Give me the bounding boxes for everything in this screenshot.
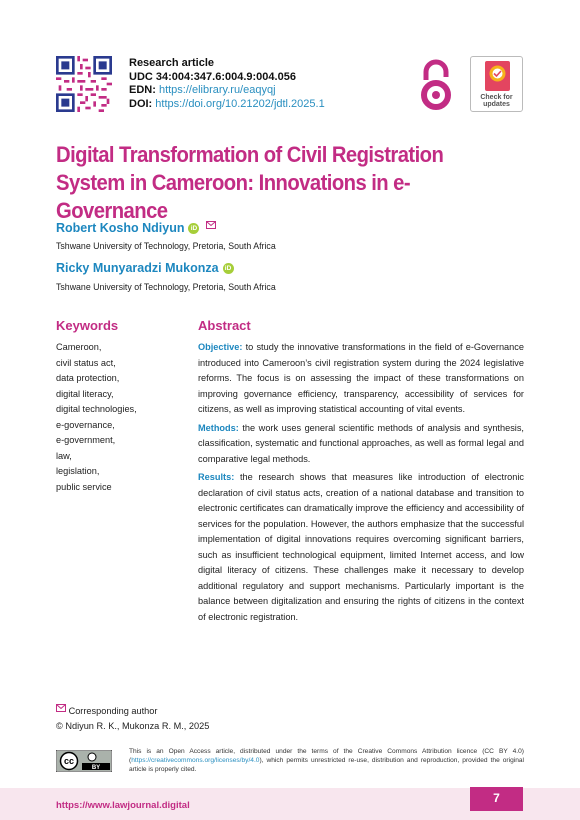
author-1-name: Robert Kosho Ndiyun [56, 221, 185, 235]
article-type: Research article [129, 57, 214, 69]
abstract-methods [198, 421, 524, 468]
check-label-line2: updates [483, 101, 510, 108]
keywords-list [56, 340, 137, 495]
author-name-2 [56, 261, 234, 275]
keyword-item: digital technologies, [56, 404, 137, 414]
abstract-heading: Abstract [198, 318, 251, 333]
corresponding-author-note [56, 706, 157, 716]
article-metadata [129, 57, 325, 111]
page-number: 7 [493, 791, 500, 805]
keywords-heading: Keywords [56, 318, 119, 333]
author-affiliation-1: Tshwane University of Technology, Pretoria, South Africa [56, 241, 276, 251]
license-text-after: ), which permits unrestricted re-use, distribution and reproduction, provided the original article is properly cited. [129, 757, 524, 773]
keyword-item: public service [56, 481, 112, 492]
mail-icon[interactable] [206, 221, 216, 229]
orcid-icon[interactable]: iD [188, 223, 199, 234]
cc-badge-text: cc [63, 756, 75, 766]
journal-url-link[interactable]: https://www.lawjournal.digital [56, 800, 190, 811]
qr-code-image [56, 56, 112, 112]
cc-by-license-icon[interactable] [56, 750, 112, 772]
author-affiliation-2: Tshwane University of Technology, Pretoria, South Africa [56, 282, 276, 292]
abstract-body [198, 340, 524, 628]
license-text [129, 747, 524, 774]
objective-text: to study the innovative transformations in the field of e-Governance introduced into Cameroon’s civil registration system during the 2024 legislative reforms. The focus is on assessing the impact of these transformations on improving governance efficiency, transparency, accessibility of services for citizens, as well as improving statistical accounting of vital events. [198, 342, 524, 414]
mail-icon [56, 704, 66, 712]
check-label-line1: Check for [480, 94, 513, 101]
keyword-item: e-government, [56, 435, 116, 445]
doi-link[interactable]: https://doi.org/10.21202/jdtl.2025.1 [155, 97, 325, 110]
check-for-updates-badge[interactable] [470, 56, 523, 112]
doi-label: DOI: [129, 97, 153, 110]
license-link[interactable]: https://creativecommons.org/licenses/by/4.0 [131, 757, 260, 764]
objective-label: Objective: [198, 342, 243, 352]
keyword-item: e-governance, [56, 419, 115, 430]
page-number-box [470, 787, 523, 811]
keyword-item: legislation, [56, 466, 100, 476]
by-badge-text: BY [91, 765, 101, 771]
license-text-before: This is an Open Access article, distributed under the terms of the Creative Commons Attribution licence (CC BY 4.0) ( [129, 748, 524, 764]
author-2-name: Ricky Munyaradzi Mukonza [56, 261, 219, 275]
methods-label: Methods: [198, 422, 239, 433]
author-name-1 [56, 221, 216, 235]
results-text: the research shows that measures like introduction of electronic declaration of civil status acts, creation of a national database and transition to electronic certificates can dramatically improve the efficiency and accessibility of services for the population. However, the authors emphasize that the successful implementation of digital innovations requires overcoming significant barriers, such as insufficient technological equipment, limited Internet access, and low digital literacy of citizens. These challenges make it necessary to develop additional regulatory and support mechanisms. Particularly important is the balance between digitalization and ensuring the rights of citizens in the context of electronic registration. [198, 472, 524, 622]
keyword-item: data protection, [56, 373, 120, 383]
open-access-icon [417, 58, 455, 112]
keyword-item: digital literacy, [56, 388, 114, 399]
article-title: Digital Transformation of Civil Registration System in Cameroon: Innovations in e-Governance [56, 142, 444, 223]
keyword-item: civil status act, [56, 357, 116, 368]
abstract-results [198, 470, 524, 625]
corresponding-label: Corresponding author [68, 706, 158, 716]
keyword-item: law, [56, 450, 72, 461]
udc-code: UDC 34:004:347.6:004.9:004.056 [129, 70, 296, 83]
edn-link[interactable]: https://elibrary.ru/eaqyqj [158, 84, 276, 96]
orcid-icon[interactable]: iD [223, 263, 234, 274]
keyword-item: Cameroon, [56, 342, 102, 352]
copyright-line: © Ndiyun R. K., Mukonza R. M., 2025 [56, 721, 210, 731]
edn-label: EDN: [129, 84, 156, 96]
abstract-objective [198, 340, 524, 418]
bookmark-icon [485, 61, 510, 91]
results-label: Results: [198, 472, 235, 482]
methods-text: the work uses general scientific methods of analysis and synthesis, classification, systematic and functional approaches, as well as formal legal and comparative legal methods. [198, 422, 524, 464]
